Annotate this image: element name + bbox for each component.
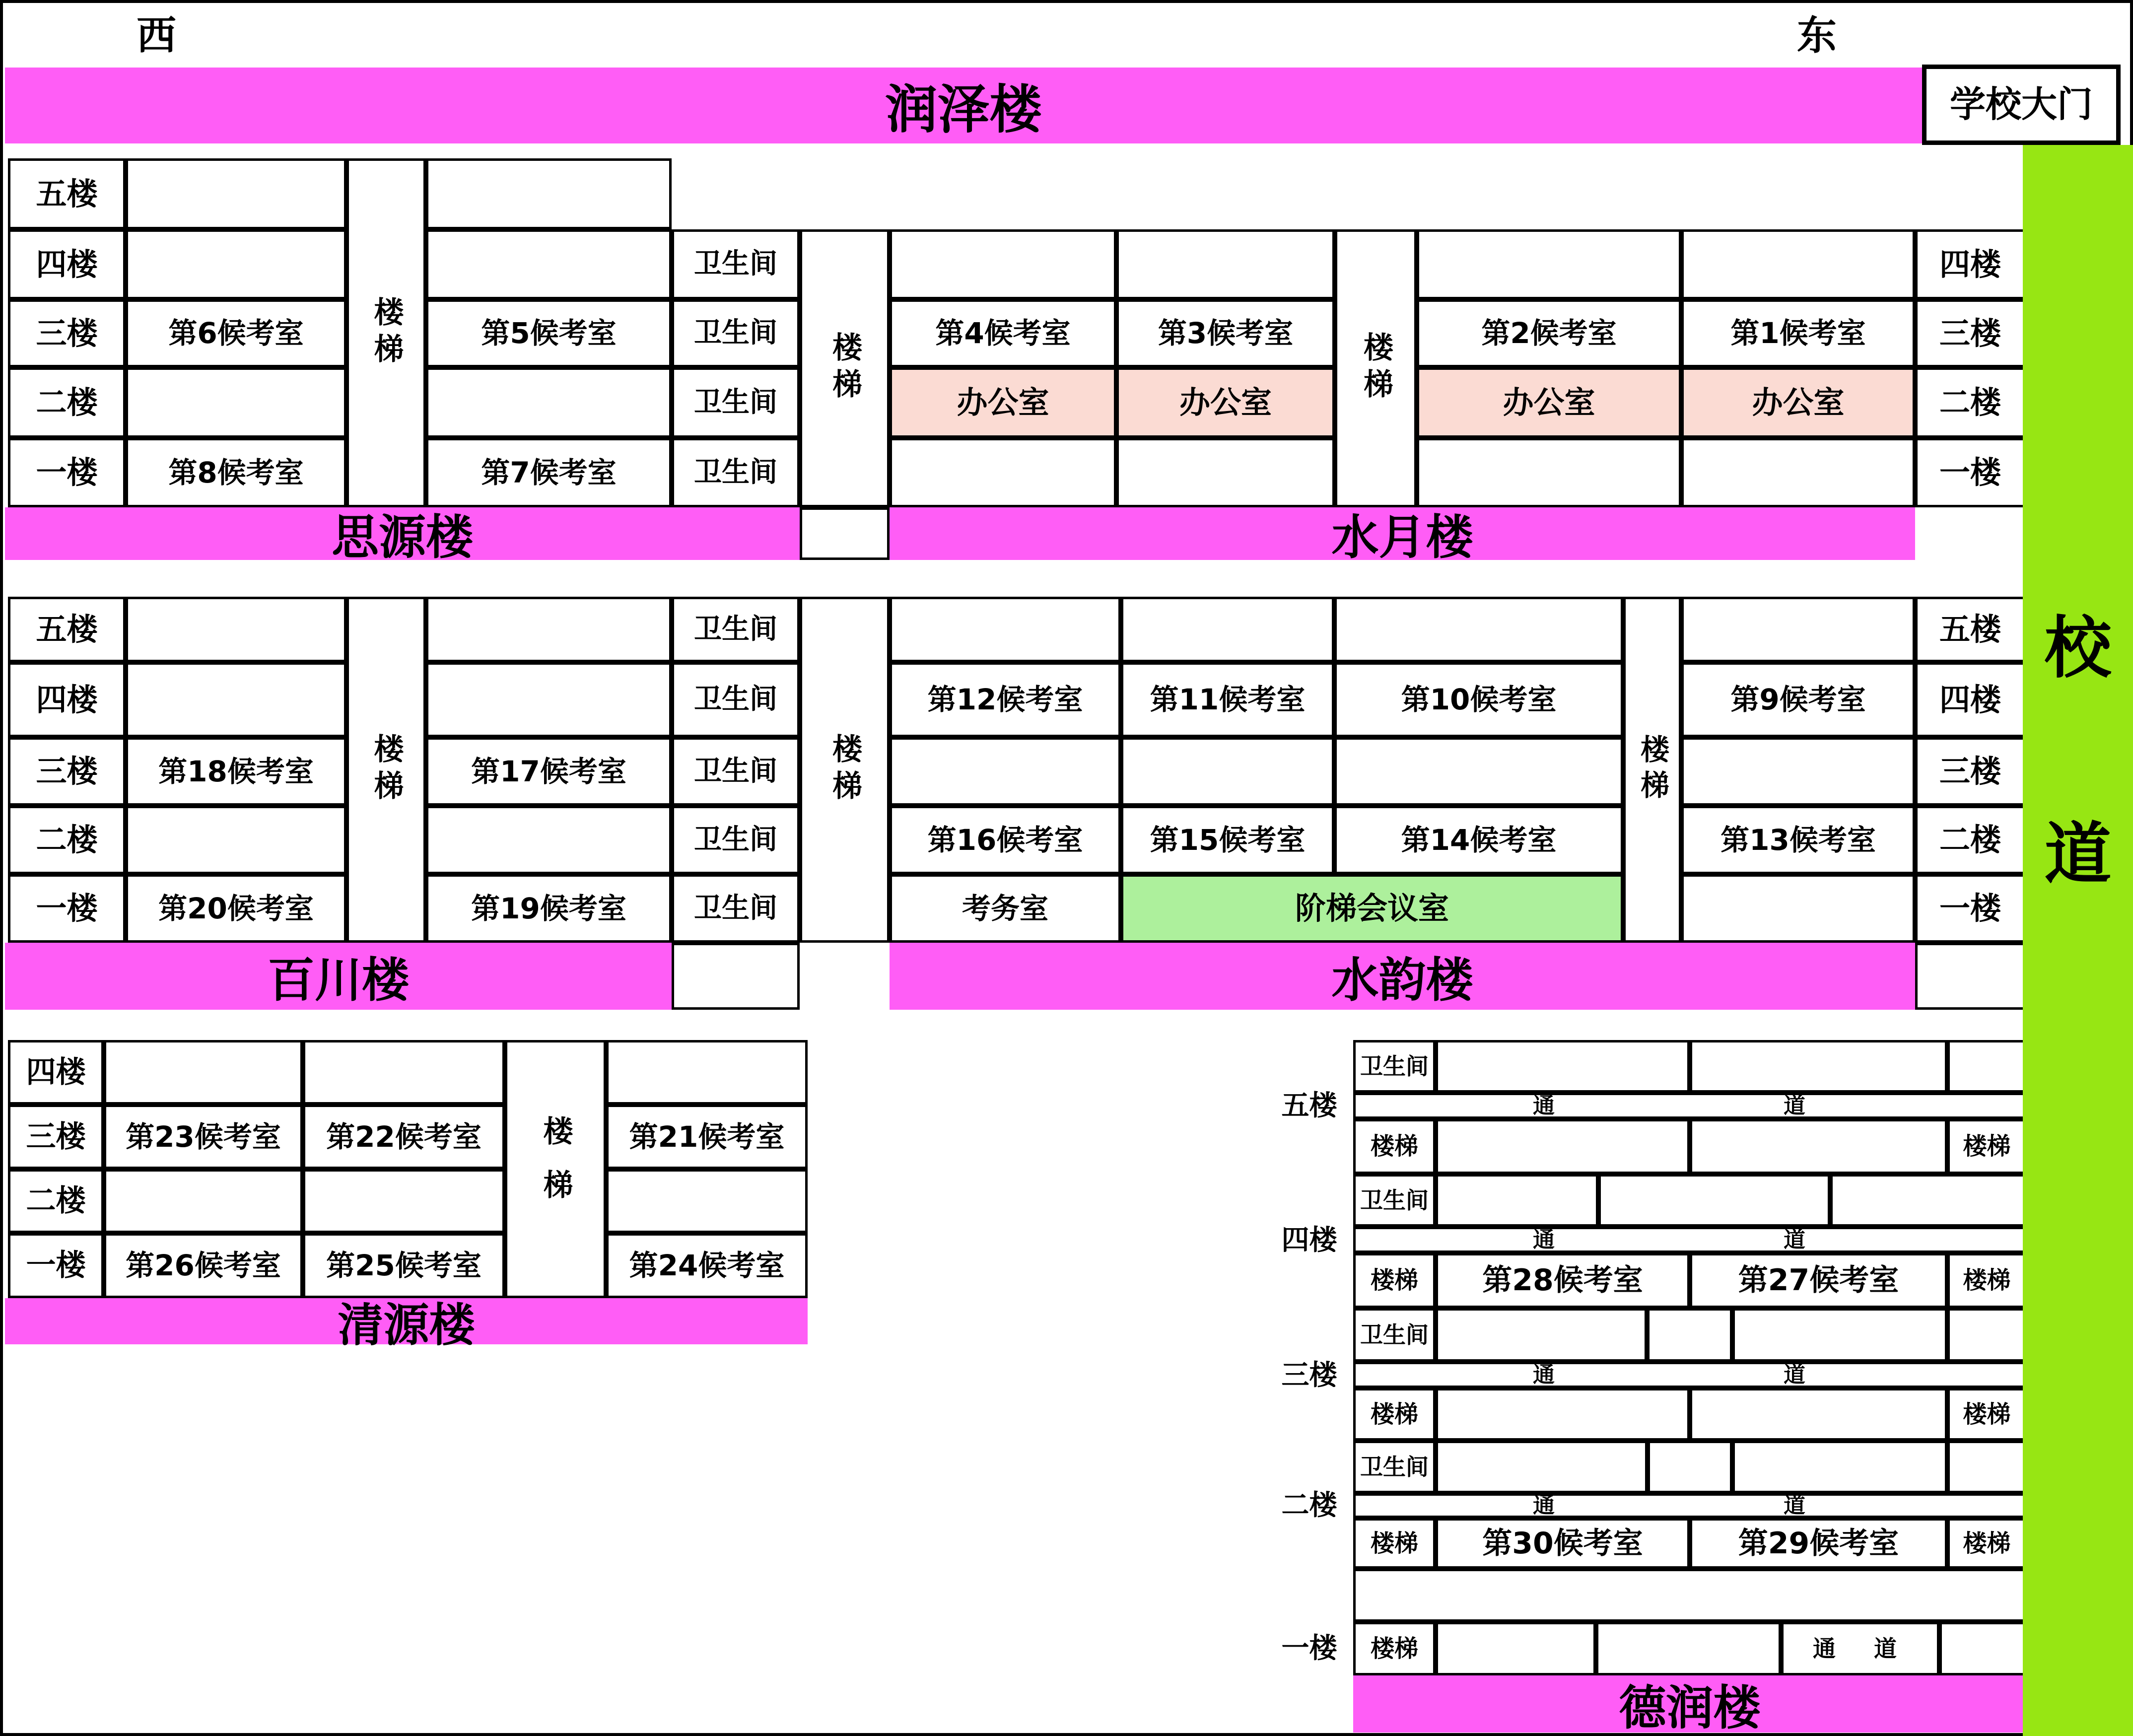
d-floor-label-3: 三楼 <box>1281 1359 1337 1391</box>
s2-gap-cell <box>672 943 800 1010</box>
s1-floor-label-r4: 四楼 <box>1915 229 2025 299</box>
d-cell <box>1436 1388 1690 1441</box>
s1-floor-label-2: 二楼 <box>8 367 126 438</box>
shuiyue-banner: 水月楼 <box>890 507 1915 560</box>
d-room-28: 第28候考室 <box>1436 1253 1690 1308</box>
s2-floor-label-3: 三楼 <box>8 737 126 806</box>
s3-room-22: 第22候考室 <box>303 1105 505 1169</box>
d-cell <box>1436 1622 1596 1675</box>
compass-east: 东 <box>1797 12 1837 59</box>
s2-cell <box>1334 597 1623 662</box>
s2-room-20: 第20候考室 <box>126 874 346 943</box>
s2-floor-label-r2: 二楼 <box>1915 806 2025 874</box>
s2-cell <box>126 806 346 874</box>
shuiyun-banner: 水韵楼 <box>890 943 1915 1010</box>
s2-room-12: 第12候考室 <box>890 662 1121 737</box>
s3-floor-label-3: 三楼 <box>8 1105 104 1169</box>
s2-toilet: 卫生间 <box>672 597 800 662</box>
d-floor-label-4: 四楼 <box>1281 1224 1337 1256</box>
s1-room-7: 第7候考室 <box>426 438 672 507</box>
s2-floor-label-5: 五楼 <box>8 597 126 662</box>
s1-cell <box>1681 229 1915 299</box>
d-aisle-1-cell <box>1781 1622 1939 1675</box>
s1-cell <box>426 367 672 438</box>
d-room-27: 第27候考室 <box>1690 1253 1947 1308</box>
s2-stairs-mid: 楼梯 <box>800 597 890 943</box>
s3-cell <box>606 1040 808 1105</box>
s2-toilet: 卫生间 <box>672 737 800 806</box>
s2-cell <box>1334 737 1623 806</box>
s2-stairs-west: 楼梯 <box>346 597 426 943</box>
s1-room-3: 第3候考室 <box>1116 299 1335 367</box>
d-toilet-4: 卫生间 <box>1353 1174 1436 1227</box>
d-cell <box>1690 1119 1947 1174</box>
d-stairs-2-west: 楼梯 <box>1353 1518 1436 1569</box>
runze-banner: 润泽楼 <box>5 68 1922 143</box>
s1-cell <box>126 158 346 229</box>
s3-cell <box>303 1040 505 1105</box>
s2-cell <box>890 597 1121 662</box>
s3-room-21: 第21候考室 <box>606 1105 808 1169</box>
s1-floor-label-3: 三楼 <box>8 299 126 367</box>
s1-room-8: 第8候考室 <box>126 438 346 507</box>
s1-toilet: 卫生间 <box>672 229 800 299</box>
d-cell <box>1436 1308 1647 1362</box>
s2-cell <box>1121 737 1334 806</box>
s2-meeting-room: 阶梯会议室 <box>1121 874 1623 943</box>
d-stairs-4-west: 楼梯 <box>1353 1253 1436 1308</box>
s2-room-11: 第11候考室 <box>1121 662 1334 737</box>
d-room-30: 第30候考室 <box>1436 1518 1690 1569</box>
s1-room-5: 第5候考室 <box>426 299 672 367</box>
d-cell <box>1596 1622 1781 1675</box>
d-cell <box>1947 1441 2026 1493</box>
s1-cell <box>1116 438 1335 507</box>
s2-toilet: 卫生间 <box>672 874 800 943</box>
s1-office: 办公室 <box>890 367 1116 438</box>
s2-floor-label-r3: 三楼 <box>1915 737 2025 806</box>
d-cell <box>1732 1308 1947 1362</box>
d-aisle4-left: 通 <box>1533 1227 1555 1252</box>
s2-room-16: 第16候考室 <box>890 806 1121 874</box>
s2-floor-label-r5: 五楼 <box>1915 597 2025 662</box>
s1-room-4: 第4候考室 <box>890 299 1116 367</box>
s2-cell <box>426 806 672 874</box>
s1-room-2: 第2候考室 <box>1417 299 1681 367</box>
d-stairs-3-east: 楼梯 <box>1947 1388 2026 1441</box>
s2-cell <box>1681 597 1915 662</box>
d-cell <box>1436 1174 1598 1227</box>
s2-stairs-east: 楼梯 <box>1623 597 1681 943</box>
d-stairs-2-east: 楼梯 <box>1947 1518 2026 1569</box>
s2-cell <box>890 737 1121 806</box>
d-cell <box>1732 1441 1947 1493</box>
d-stairs-4-east: 楼梯 <box>1947 1253 2026 1308</box>
s2-cell <box>426 662 672 737</box>
s3-cell <box>303 1169 505 1233</box>
d-aisle2-right: 道 <box>1784 1493 1805 1518</box>
s1-cell <box>1681 438 1915 507</box>
s2-cell <box>126 662 346 737</box>
qingyuan-banner: 清源楼 <box>5 1298 808 1344</box>
derun-banner: 德润楼 <box>1353 1675 2026 1733</box>
siyuan-banner: 思源楼 <box>5 507 800 560</box>
d-cell <box>1436 1119 1690 1174</box>
d-aisle3-left: 通 <box>1533 1362 1555 1388</box>
s1-cell <box>426 229 672 299</box>
d-stairs-1-west: 楼梯 <box>1353 1622 1436 1675</box>
s1-floor-label-r1: 一楼 <box>1915 438 2025 507</box>
s2-floor-label-4: 四楼 <box>8 662 126 737</box>
s1-floor-label-r3: 三楼 <box>1915 299 2025 367</box>
d-aisle-3 <box>1353 1362 2026 1388</box>
s2-cell <box>126 597 346 662</box>
d-aisle-4 <box>1353 1227 2026 1253</box>
d-cell <box>1830 1174 2026 1227</box>
d-cell <box>1690 1040 1947 1093</box>
s3-room-26: 第26候考室 <box>104 1233 303 1298</box>
s2-floor-label-2: 二楼 <box>8 806 126 874</box>
s1-stairs-mid: 楼梯 <box>800 229 890 507</box>
s1-cell <box>1116 229 1335 299</box>
s3-stairs: 楼梯 <box>505 1040 606 1298</box>
s3-room-25: 第25候考室 <box>303 1233 505 1298</box>
d-empty-row <box>1353 1569 2026 1622</box>
d-cell <box>1598 1174 1830 1227</box>
d-floor-label-1: 一楼 <box>1281 1632 1337 1665</box>
d-cell <box>1436 1441 1648 1493</box>
s2-exam-office: 考务室 <box>890 874 1121 943</box>
s3-room-23: 第23候考室 <box>104 1105 303 1169</box>
s2-room-14: 第14候考室 <box>1334 806 1623 874</box>
d-cell <box>1436 1040 1690 1093</box>
d-aisle5-left: 通 <box>1533 1093 1555 1118</box>
d-floor-label-5: 五楼 <box>1281 1090 1337 1122</box>
d-cell <box>1648 1441 1732 1493</box>
s1-floor-label-r2: 二楼 <box>1915 367 2025 438</box>
d-toilet-3: 卫生间 <box>1353 1308 1436 1362</box>
s1-office: 办公室 <box>1681 367 1915 438</box>
s2-gap-cell-east <box>1915 943 2025 1010</box>
s1-toilet: 卫生间 <box>672 299 800 367</box>
baichuan-banner: 百川楼 <box>5 943 672 1010</box>
road-char-bottom: 道 <box>2044 815 2112 893</box>
s1-floor-label-4: 四楼 <box>8 229 126 299</box>
d-cell <box>1939 1622 2026 1675</box>
d-aisle1-left: 通 <box>1813 1635 1836 1662</box>
d-aisle5-right: 道 <box>1784 1093 1805 1118</box>
s2-room-13: 第13候考室 <box>1681 806 1915 874</box>
d-aisle1-right: 道 <box>1874 1635 1897 1662</box>
s3-floor-label-2: 二楼 <box>8 1169 104 1233</box>
d-toilet-2: 卫生间 <box>1353 1441 1436 1493</box>
s2-room-10: 第10候考室 <box>1334 662 1623 737</box>
s1-cell <box>126 367 346 438</box>
d-room-29: 第29候考室 <box>1690 1518 1947 1569</box>
d-cell <box>1947 1308 2026 1362</box>
s2-floor-label-1: 一楼 <box>8 874 126 943</box>
d-cell <box>1690 1388 1947 1441</box>
s1-floor-label-5: 五楼 <box>8 158 126 229</box>
compass-west: 西 <box>137 12 176 59</box>
s1-room-6: 第6候考室 <box>126 299 346 367</box>
s2-room-15: 第15候考室 <box>1121 806 1334 874</box>
s3-cell <box>104 1169 303 1233</box>
d-aisle-5 <box>1353 1093 2026 1119</box>
s2-cell <box>426 597 672 662</box>
s1-room-1: 第1候考室 <box>1681 299 1915 367</box>
campus-road-strip <box>2023 145 2133 1736</box>
s2-cell <box>1681 737 1915 806</box>
s2-room-18: 第18候考室 <box>126 737 346 806</box>
s1-cell <box>426 158 672 229</box>
s3-floor-label-1: 一楼 <box>8 1233 104 1298</box>
d-aisle2-left: 通 <box>1533 1493 1555 1518</box>
d-floor-label-2: 二楼 <box>1281 1489 1337 1522</box>
d-cell <box>1647 1308 1732 1362</box>
d-stairs-5-east: 楼梯 <box>1947 1119 2026 1174</box>
s1-cell <box>1417 229 1681 299</box>
d-stairs-3-west: 楼梯 <box>1353 1388 1436 1441</box>
d-stairs-5-west: 楼梯 <box>1353 1119 1436 1174</box>
s1-stairs-east: 楼梯 <box>1335 229 1417 507</box>
d-cell <box>1947 1040 2026 1093</box>
s2-room-9: 第9候考室 <box>1681 662 1915 737</box>
school-gate-box: 学校大门 <box>1922 65 2121 145</box>
s3-room-24: 第24候考室 <box>606 1233 808 1298</box>
s2-toilet: 卫生间 <box>672 806 800 874</box>
d-aisle4-right: 道 <box>1784 1227 1805 1252</box>
s1-cell <box>890 438 1116 507</box>
s1-toilet: 卫生间 <box>672 438 800 507</box>
d-toilet-5: 卫生间 <box>1353 1040 1436 1093</box>
s3-cell <box>104 1040 303 1105</box>
s1-cell <box>126 229 346 299</box>
s1-stairs-west: 楼梯 <box>346 158 426 507</box>
s1-gap-cell <box>800 507 890 560</box>
s3-cell <box>606 1169 808 1233</box>
s2-cell <box>1121 597 1334 662</box>
s2-floor-label-r4: 四楼 <box>1915 662 2025 737</box>
d-aisle-2 <box>1353 1493 2026 1518</box>
s2-cell <box>1681 874 1915 943</box>
s1-floor-label-1: 一楼 <box>8 438 126 507</box>
s2-room-19: 第19候考室 <box>426 874 672 943</box>
s1-office: 办公室 <box>1116 367 1335 438</box>
road-char-top: 校 <box>2044 609 2112 687</box>
s3-floor-label-4: 四楼 <box>8 1040 104 1105</box>
s1-office: 办公室 <box>1417 367 1681 438</box>
s2-room-17: 第17候考室 <box>426 737 672 806</box>
s1-cell <box>890 229 1116 299</box>
s2-floor-label-r1: 一楼 <box>1915 874 2025 943</box>
s2-toilet: 卫生间 <box>672 662 800 737</box>
d-aisle3-right: 道 <box>1784 1362 1805 1388</box>
s1-toilet: 卫生间 <box>672 367 800 438</box>
s1-cell <box>1417 438 1681 507</box>
